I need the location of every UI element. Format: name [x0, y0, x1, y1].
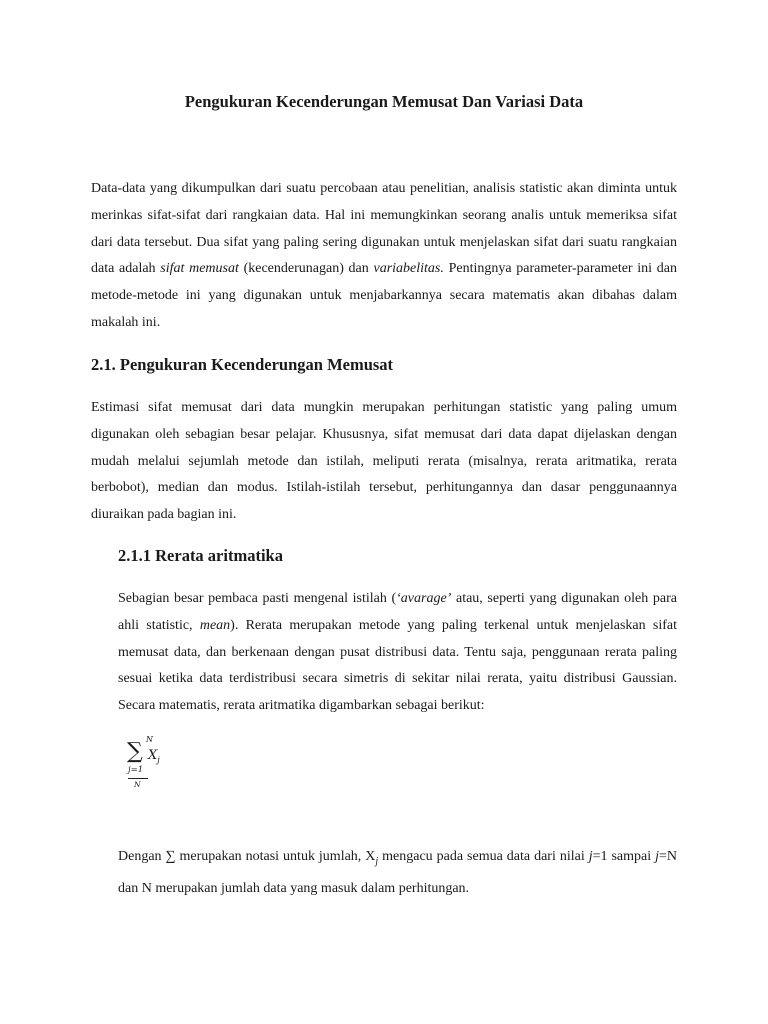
notation-text-a: Dengan ∑ merupakan notasi untuk jumlah, X [118, 849, 376, 864]
section-heading-2-1: 2.1. Pengukuran Kecenderungan Memusat [91, 355, 394, 374]
notation-text-d: =N dan N merupakan jumlah data yang masuk dalam perhitungan. [118, 849, 677, 896]
intro-text-b: (kecenderunagan) dan [238, 261, 374, 277]
intro-text-c: Pentingnya parameter-parameter ini dan metode-metode ini yang digunakan untuk menjabarkannya secara matematis akan dibahas dalam makalah ini. [91, 261, 677, 330]
notation-italic-j1: j [588, 849, 593, 864]
intro-paragraph [91, 176, 677, 337]
formula-lower-limit: j=1 [128, 765, 144, 775]
mean-paragraph [118, 586, 677, 720]
mean-term-mean: mean [199, 617, 231, 633]
mean-text-c: ). Rerata merupakan metode yang paling terkenal untuk menjelaskan sifat memusat data, dan berkenaan dengan pusat distribusi data. Tentu saja, penggunaan rerata paling sesuai ketika data terdistribusi secara simetris di sekitar nilai rerata, yaitu distribusi Gaussian. Secara matematis, rerata aritmatika digambarkan sebagai berikut: [118, 617, 677, 714]
notation-text-c: =1 sampai [592, 849, 656, 864]
notation-paragraph [118, 844, 677, 902]
formula-upper-limit: N [146, 735, 153, 744]
mean-term-avarage: ‘avarage’ [396, 591, 452, 606]
section-2-1-paragraph: Estimasi sifat memusat dari data mungkin merupakan perhitungan statistic yang paling umum digunakan oleh sebagian besar pelajar. Khususnya, sifat memusat dari data dapat dijelaskan dengan mudah melalui sejumlah metode dan istilah, meliputi rerata (misalnya, rerata aritmatika, rerata berbobot), median dan modus. Istilah-istilah tersebut, perhitungannya dan dasar penggunaannya diuraikan pada bagian ini. [91, 400, 677, 523]
formula-variable-x: X [148, 748, 158, 763]
section-heading-2-1-1: 2.1.1 Rerata aritmatika [118, 546, 283, 565]
fraction-bar [128, 778, 148, 779]
mean-text-a: Sebagian besar pembaca pasti mengenal istilah ( [118, 591, 397, 606]
formula-denominator: N [134, 780, 141, 789]
formula-variable-subscript: j [157, 755, 160, 765]
formula-variable [148, 748, 160, 765]
document-title: Pengukuran Kecenderungan Memusat Dan Variasi Data [184, 92, 584, 111]
intro-term-sifat-memusat: sifat memusat [160, 261, 239, 277]
intro-term-variabelitas: variabelitas. [373, 261, 444, 277]
notation-text-b: mengacu pada semua data dari nilai [378, 849, 589, 864]
intro-text-a: Data-data yang dikumpulkan dari suatu percobaan atau penelitian, analisis statistic akan diminta untuk merinkas sifat-sifat dari rangkaian data. Hal ini memungkinkan seorang analis untuk memeriksa sifat dari data tersebut. Dua sifat yang paling sering digunakan untuk menjelaskan sifat dari suatu rangkaian data adalah [91, 181, 677, 277]
arithmetic-mean-formula [124, 735, 184, 791]
notation-italic-j2: j [655, 849, 659, 864]
sigma-symbol: ∑ [127, 739, 143, 764]
mean-text-b: atau, seperti yang digunakan oleh para ahli statistic, [118, 591, 677, 633]
notation-subscript-j: j [375, 855, 379, 867]
